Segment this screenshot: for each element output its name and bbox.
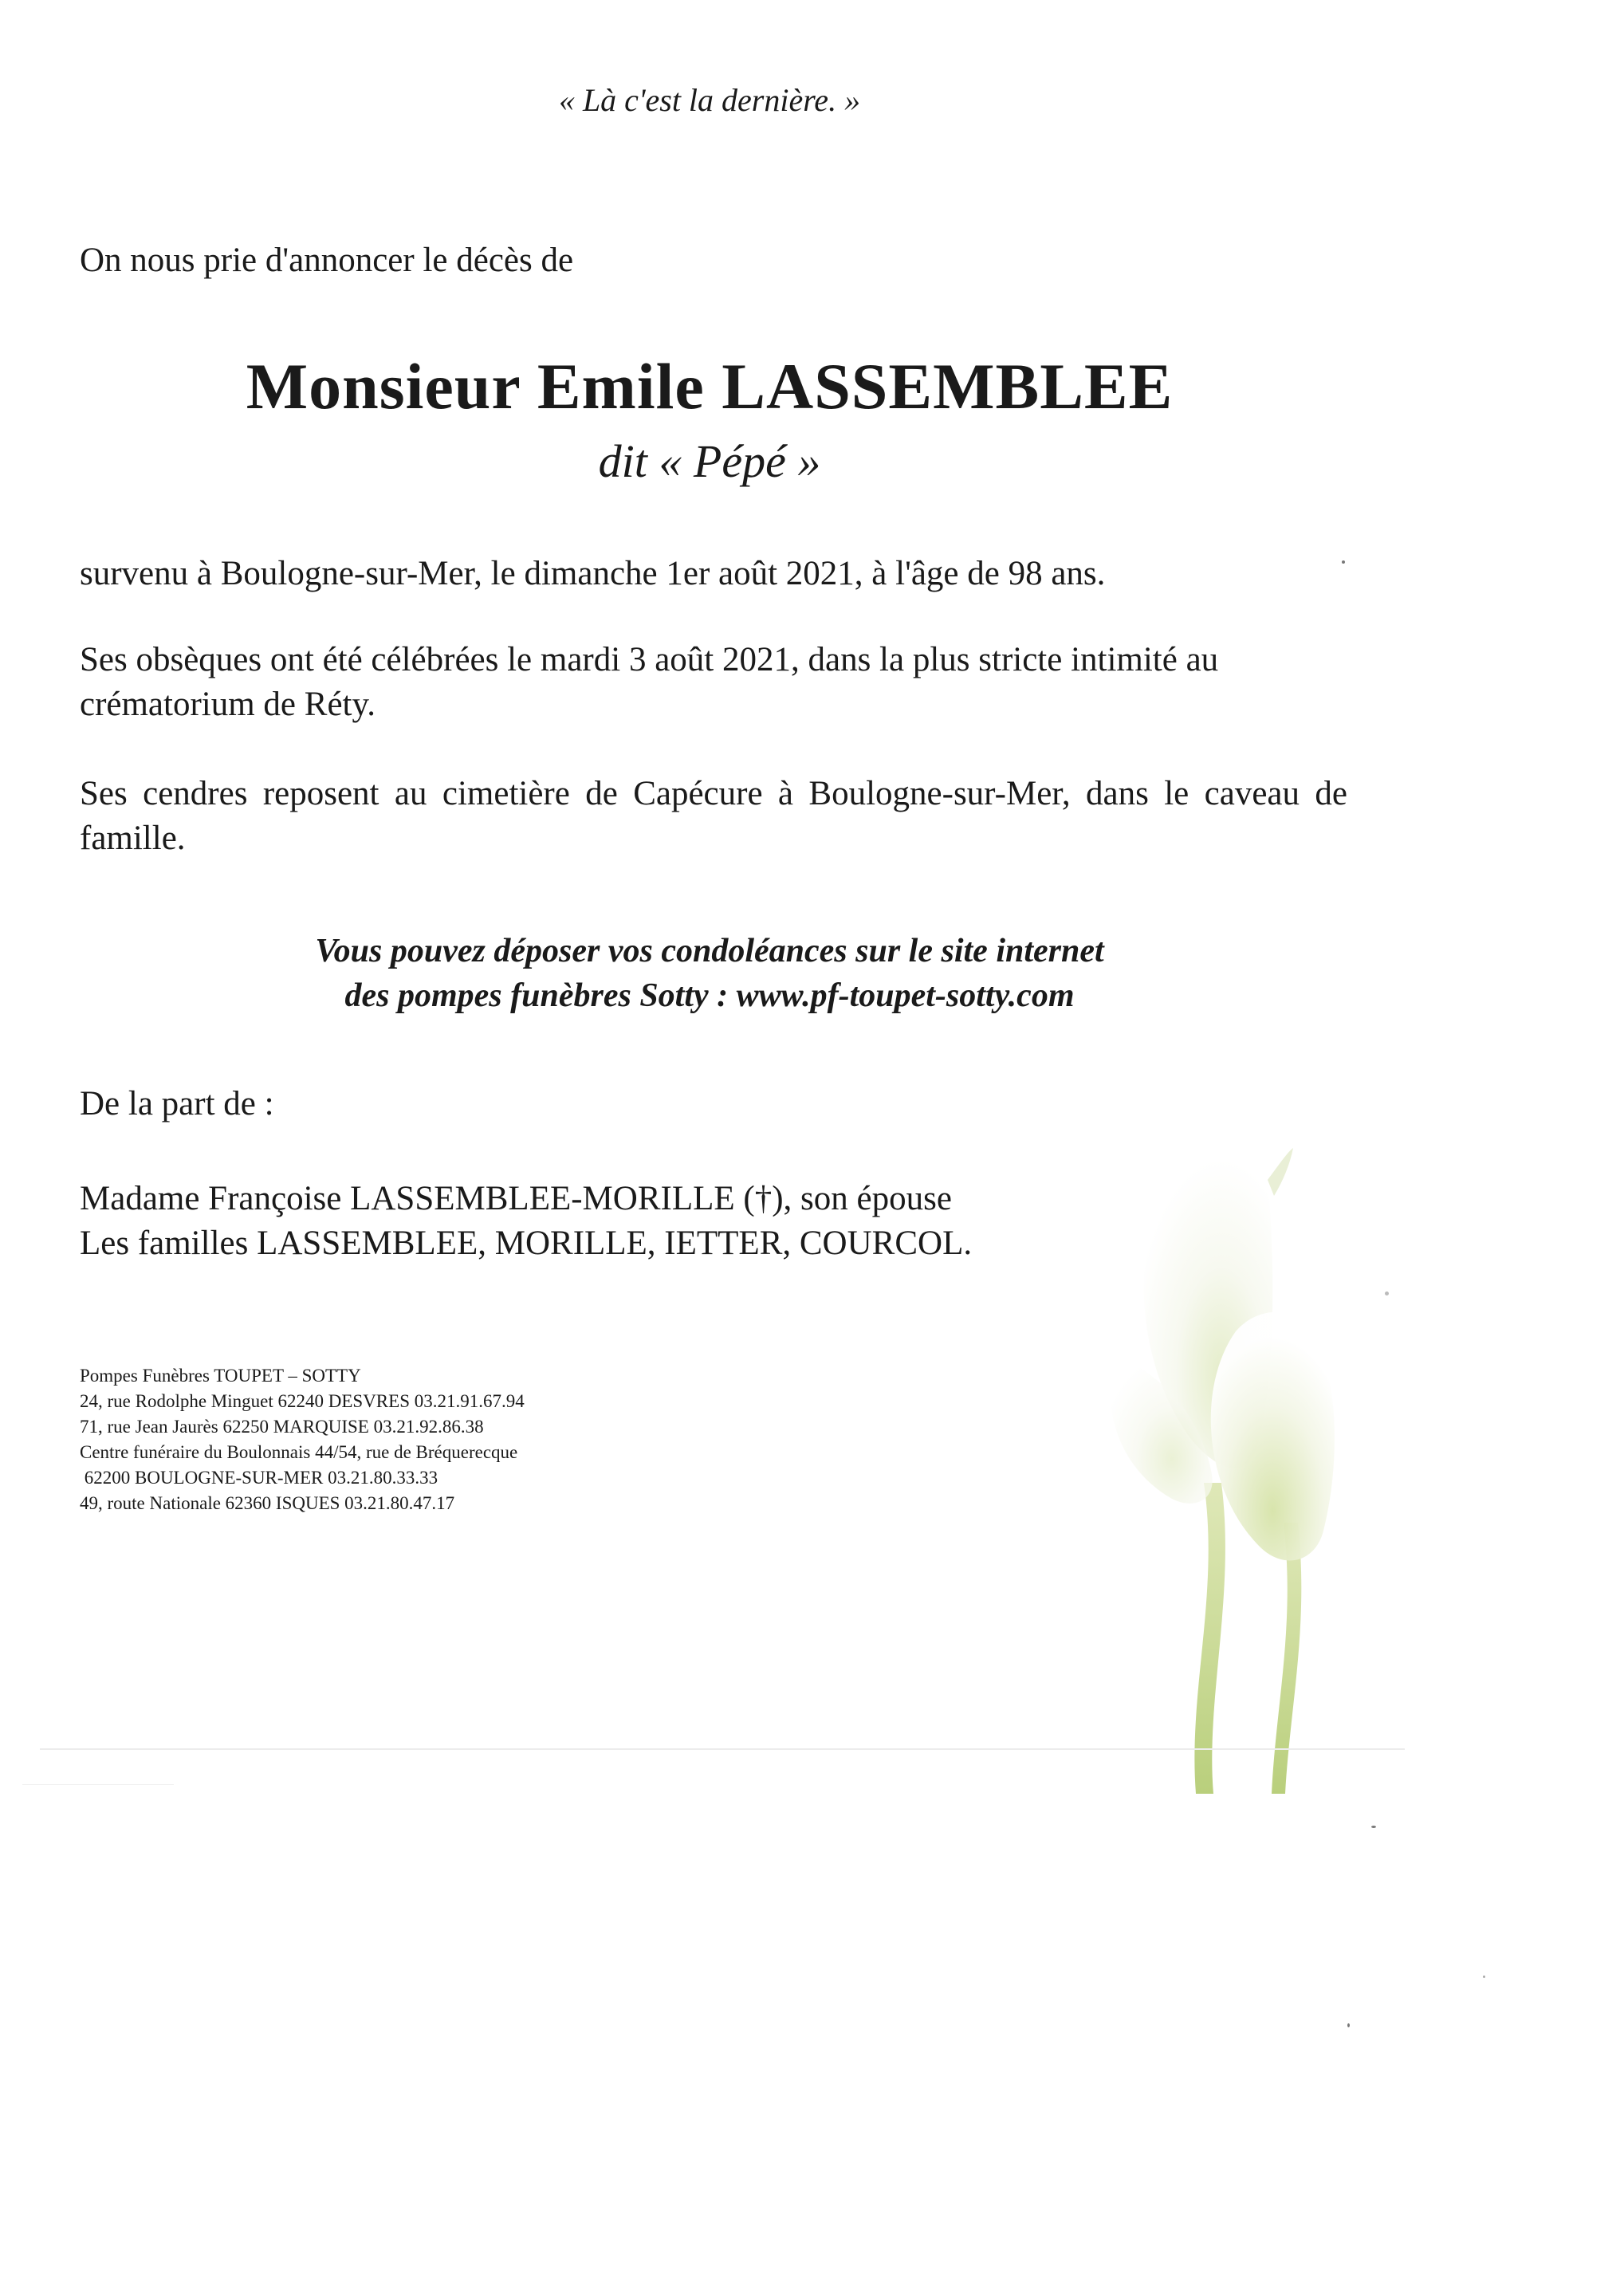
funeral-home-info (80, 1363, 525, 1516)
calla-lily-icon (1084, 1148, 1387, 1794)
funeral-home-line: 24, rue Rodolphe Minguet 62240 DESVRES 03.21.91.67.94 (80, 1391, 525, 1411)
funeral-home-line: Pompes Funèbres TOUPET – SOTTY (80, 1366, 361, 1386)
from-label: De la part de : (80, 1085, 274, 1122)
scan-speck (1483, 1976, 1485, 1978)
divider-line (22, 1784, 174, 1785)
condolences-line-1: Vous pouvez déposer vos condoléances sur le site internet (315, 933, 1104, 969)
condolences-line-2: des pompes funèbres Sotty : www.pf-toupet-sotty.com (344, 977, 1075, 1014)
scan-speck (1342, 560, 1345, 564)
funeral-details: Ses obsèques ont été célébrées le mardi 3 août 2021, dans la plus stricte intimité au crématorium de Réty. (80, 641, 1219, 723)
funeral-home-line: Centre funéraire du Boulonnais 44/54, rue de Bréquerecque (80, 1442, 518, 1462)
scan-speck (1385, 1292, 1389, 1295)
family-member: Madame Françoise LASSEMBLEE-MORILLE (†), son épouse (80, 1180, 952, 1217)
condolences-notice (0, 929, 1419, 1018)
family-member: Les familles LASSEMBLEE, MORILLE, IETTER, COURCOL. (80, 1225, 973, 1262)
deceased-name: Monsieur Emile LASSEMBLEE (246, 350, 1174, 423)
family-list (80, 1177, 972, 1266)
funeral-home-line: 62200 BOULOGNE-SUR-MER 03.21.80.33.33 (80, 1468, 438, 1488)
deceased-nickname: dit « Pépé » (598, 435, 821, 487)
scan-speck (1347, 2023, 1350, 2027)
divider-line (40, 1748, 1405, 1750)
epigraph: « Là c'est la dernière. » (558, 82, 861, 118)
death-details: survenu à Boulogne-sur-Mer, le dimanche 1er août 2021, à l'âge de 98 ans. (80, 555, 1106, 592)
burial-details: Ses cendres reposent au cimetière de Capécure à Boulogne-sur-Mer, dans le caveau de famille. (80, 775, 1347, 857)
funeral-home-line: 71, rue Jean Jaurès 62250 MARQUISE 03.21.92.86.38 (80, 1417, 484, 1437)
scan-speck (1371, 1826, 1376, 1828)
intro-text: On nous prie d'annoncer le décès de (80, 242, 574, 279)
funeral-home-line: 49, route Nationale 62360 ISQUES 03.21.80.47.17 (80, 1493, 455, 1513)
